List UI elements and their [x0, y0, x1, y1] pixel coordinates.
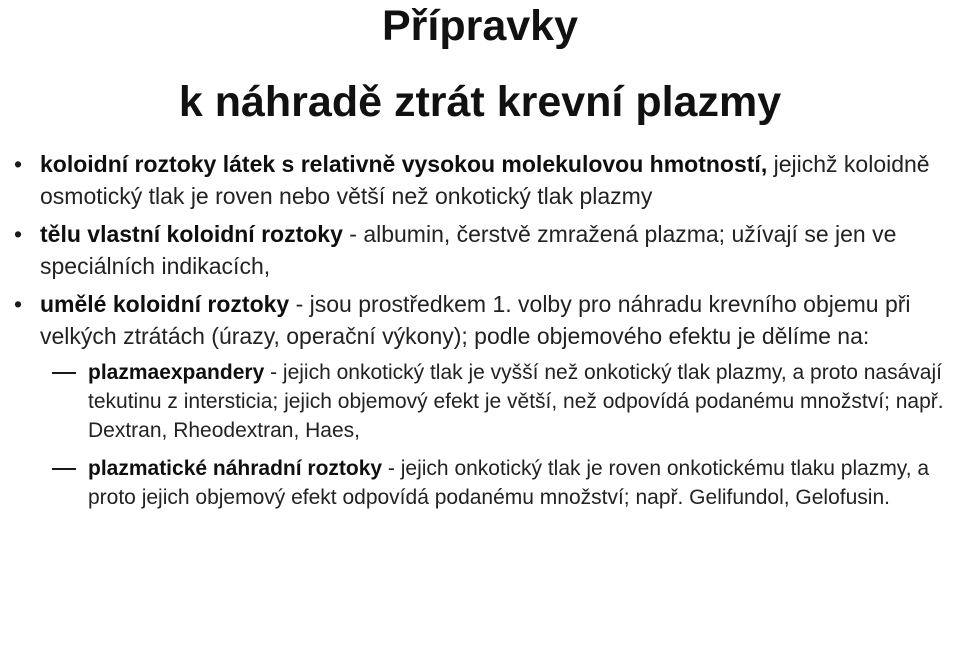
bullet-item-1	[13, 148, 955, 212]
sub-bullet-text: - jejich onkotický tlak je roven onkotickému tlaku plazmy, a proto jejich objemový efekt odpovídá podanému množství; např. Gelifundol, Gelofusin.	[88, 457, 930, 509]
bullet-item-2	[13, 218, 955, 282]
bullet-list	[13, 148, 955, 521]
bullet-icon: •	[13, 151, 23, 177]
bullet-term: koloidní roztoky látek s relativně vysokou molekulovou hmotností,	[40, 151, 768, 177]
bullet-text: - albumin, čerstvě zmražená plazma; užívají se jen ve speciálních indikacích,	[40, 221, 897, 279]
sub-bullet-term: plazmatické náhradní roztoky	[88, 457, 383, 480]
dash-icon	[52, 372, 76, 374]
slide-title-line-1: Přípravky	[381, 2, 579, 50]
sub-bullet-text: - jejich onkotický tlak je vyšší než onkotický tlak plazmy, a proto nasávají tekutinu z intersticia; jejich objemový efekt je větší, než odpovídá podanému množství; např. Dextran, Rheodextran, Haes,	[88, 361, 944, 442]
sub-bullet-item-1	[88, 358, 955, 445]
sub-bullet-item-2	[88, 454, 955, 512]
dash-icon	[52, 468, 76, 470]
sub-bullet-term: plazmaexpandery	[88, 361, 265, 384]
bullet-icon: •	[13, 291, 23, 317]
bullet-text: jejichž koloidně osmotický tlak je roven nebo větší než onkotický tlak plazmy	[40, 151, 930, 209]
bullet-item-3	[13, 288, 955, 512]
slide-title-line-2: k náhradě ztrát krevní plazmy	[178, 78, 782, 126]
bullet-term: tělu vlastní koloidní roztoky	[40, 221, 343, 247]
bullet-term: umělé koloidní roztoky	[40, 291, 290, 317]
bullet-text: - jsou prostředkem 1. volby pro náhradu krevního objemu při velkých ztrátách (úrazy, operační výkony); podle objemového efektu je dělíme na:	[40, 291, 911, 349]
sub-bullet-list	[88, 358, 955, 512]
bullet-icon: •	[13, 221, 23, 247]
